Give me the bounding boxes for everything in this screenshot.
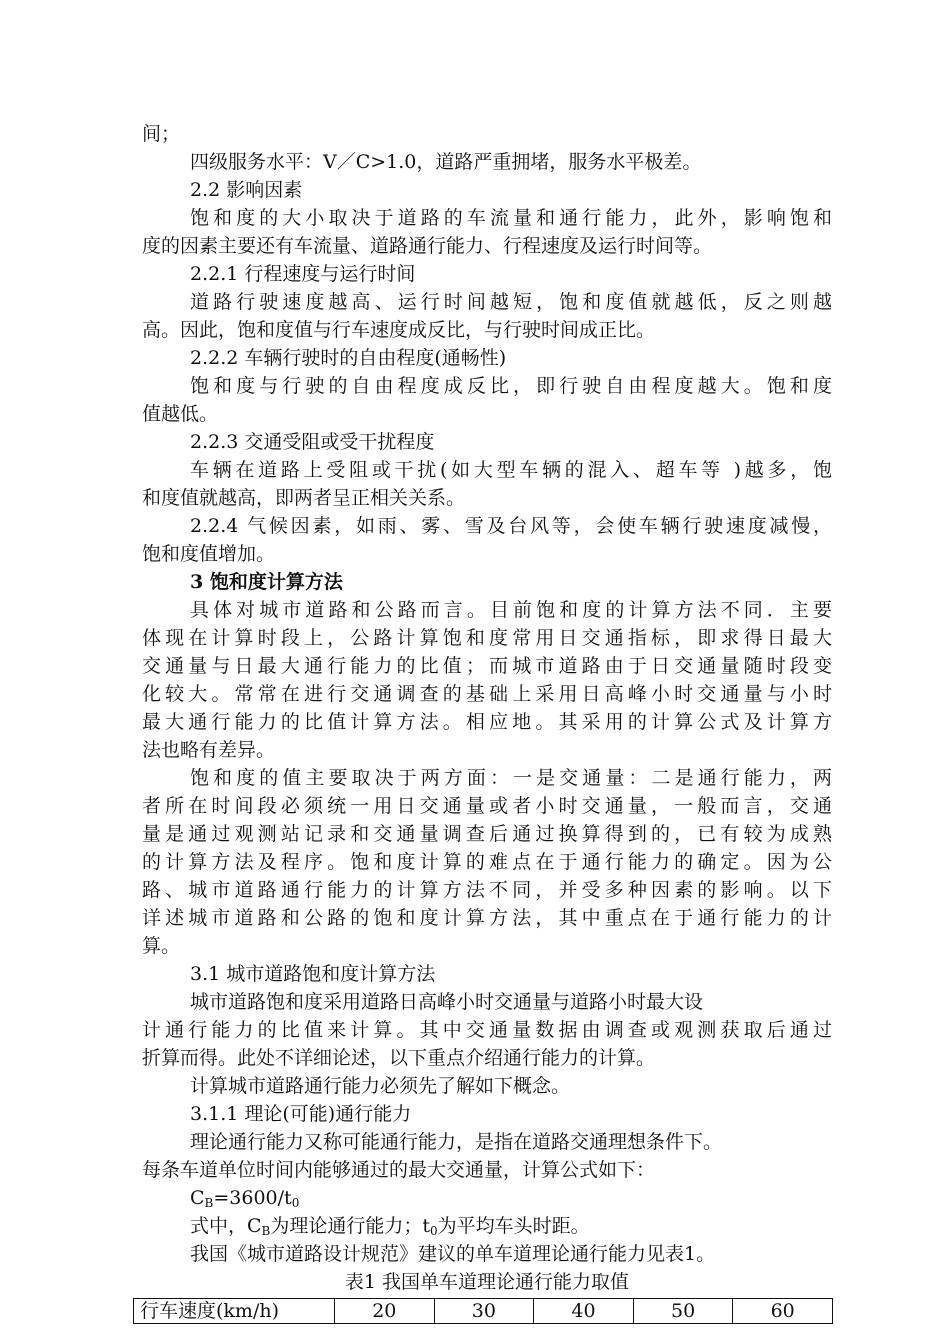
table-cell: 40 [534,1299,634,1324]
paragraph-line: 计算城市道路通行能力必须先了解如下概念。 [190,1075,571,1097]
paragraph-line: 最大通行能力的比值计算方法。相应地。其采用的计算公式及计算方 [142,711,832,733]
formula-expression: =3600/t [213,1187,292,1209]
paragraph-line: 城市道路饱和度采用道路日高峰小时交通量与道路小时最大设 [190,991,704,1013]
paragraph-line: 高。因此，饱和度值与行车速度成反比，与行驶时间成正比。 [142,319,656,341]
paragraph-line: 值越低。 [142,403,219,425]
formula-note-subscript-zero: 0 [430,1224,438,1238]
table-row [134,1299,833,1324]
table-cell: 30 [434,1299,534,1324]
paragraph-line: 饱和度值增加。 [142,543,276,565]
paragraph-line: 算。 [142,935,181,957]
paragraph-line: 四级服务水平：V／C>1.0，道路严重拥堵，服务水平极差。 [190,151,702,173]
subsection-heading: 2.2.3 交通受阻或受干扰程度 [190,431,435,453]
paragraph-line: 每条车道单位时间内能够通过的最大交通量，计算公式如下： [142,1159,656,1181]
subsection-heading: 3.1.1 理论(可能)通行能力 [190,1103,412,1125]
paragraph-line: 体现在计算时段上，公路计算饱和度常用日交通指标，即求得日最大 [142,627,832,649]
paragraph-line: 交通量与日最大通行能力的比值；而城市道路由于日交通量随时段变 [142,655,832,677]
paragraph-line: 饱和度与行驶的自由程度成反比，即行驶自由程度越大。饱和度 [190,375,832,397]
paragraph-line: 道路行驶速度越高、运行时间越短，饱和度值就越低，反之则越 [190,291,832,313]
section-heading: 2.2 影响因素 [190,179,303,201]
formula-note-subscript-b: B [261,1224,271,1238]
formula-subscript-zero: 0 [291,1196,300,1210]
paragraph-line: 理论通行能力又称可能通行能力，是指在道路交通理想条件下。 [190,1131,723,1153]
paragraph-line: 我国《城市道路设计规范》建议的单车道理论通行能力见表1。 [190,1243,716,1265]
formula-note-middle: 为理论通行能力；t [270,1215,431,1237]
table-cell: 60 [733,1299,833,1324]
paragraph-line: 折算而得。此处不详细论述，以下重点介绍通行能力的计算。 [142,1047,656,1069]
paragraph-line: 度的因素主要还有车流量、道路通行能力、行程速度及运行时间等。 [142,235,713,257]
paragraph-line: 者所在时间段必须统一用日交通量或者小时交通量，一般而言，交通 [142,795,832,817]
table-cell: 50 [633,1299,733,1324]
paragraph-line: 饱和度的大小取决于道路的车流量和通行能力，此外，影响饱和 [190,207,832,229]
paragraph-line: 计通行能力的比值来计算。其中交通量数据由调查或观测获取后通过 [142,1019,832,1041]
formula-note-suffix: 为平均车头时距。 [437,1215,590,1237]
paragraph-line: 量是通过观测站记录和交通量调查后通过换算得到的，已有较为成熟 [142,823,832,845]
paragraph-line: 详述城市道路和公路的饱和度计算方法，其中重点在于通行能力的计 [142,907,832,929]
paragraph-line: 和度值就越高，即两者呈正相关关系。 [142,487,466,509]
subsection-heading: 2.2.4 气候因素，如雨、雾、雪及台风等，会使车辆行驶速度减慢， [190,515,832,537]
section-heading: 3.1 城市道路饱和度计算方法 [190,963,436,985]
paragraph-line: 车辆在道路上受阻或干扰(如大型车辆的混入、超车等 )越多，饱 [190,459,832,481]
table-cell: 20 [335,1299,435,1324]
subsection-heading: 2.2.2 车辆行驶时的自由程度(通畅性) [190,347,507,369]
chapter-heading: 3 饱和度计算方法 [190,571,343,593]
paragraph-line: 的计算方法及程序。饱和度计算的难点在于通行能力的确定。因为公 [142,851,832,873]
paragraph-line: 法也略有差异。 [142,739,276,761]
formula-subscript-b: B [204,1196,214,1210]
paragraph-line: 路、城市道路通行能力的计算方法不同，并受多种因素的影响。以下 [142,879,832,901]
formula-symbol-c: C [190,1187,205,1209]
table-header-cell: 行车速度(km/h) [134,1299,335,1324]
paragraph-line: 具体对城市道路和公路而言。目前饱和度的计算方法不同．主要 [190,599,832,621]
capacity-table [133,1298,833,1324]
paragraph-line: 饱和度的值主要取决于两方面：一是交通量：二是通行能力，两 [190,767,832,789]
paragraph-line: 化较大。常常在进行交通调查的基础上采用日高峰小时交通量与小时 [142,683,832,705]
formula-note-prefix: 式中，C [190,1215,262,1237]
subsection-heading: 2.2.1 行程速度与运行时间 [190,263,416,285]
table-caption: 表1 我国单车道理论通行能力取值 [344,1271,630,1293]
paragraph-line: 间； [142,123,181,145]
